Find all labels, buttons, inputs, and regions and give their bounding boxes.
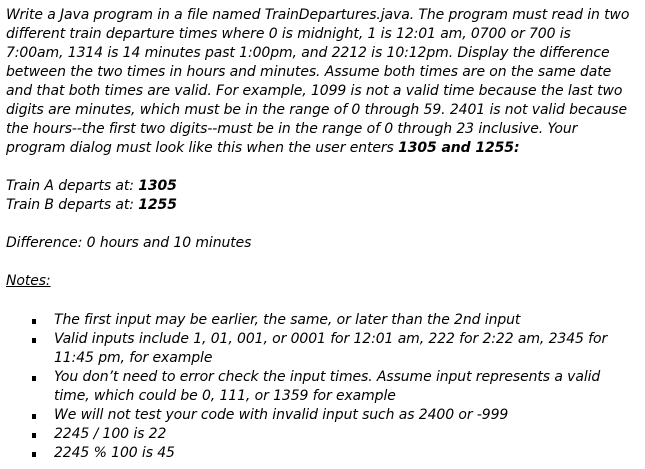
example-input-a: 1305 <box>398 140 437 156</box>
and-text: and <box>436 140 476 156</box>
note-text: You don’t need to error check the input times. Assume input represents a valid time, which could be 0, 111, or 1359 for example <box>54 369 601 404</box>
bullet-icon <box>32 376 36 381</box>
bullet-icon <box>32 319 36 324</box>
list-item <box>0 311 610 330</box>
notes-list <box>0 311 610 463</box>
train-b-label: Train B departs at: <box>6 197 139 213</box>
note-text: Valid inputs include 1, 01, 001, or 0001 for 12:01 am, 222 for 2:22 am, 2345 for 11:45 pm, for example <box>54 331 608 366</box>
dialog-line-train-a <box>6 177 177 196</box>
assignment-description <box>6 6 632 158</box>
example-input-b: 1255 <box>475 140 514 156</box>
bullet-icon <box>32 433 36 438</box>
note-text: We will not test your code with invalid input such as 2400 or -999 <box>54 407 509 423</box>
dialog-line-difference: Difference: 0 hours and 10 minutes <box>6 235 252 251</box>
description-text: Write a Java program in a file named TrainDepartures.java. The program must read in two different train departure times where 0 is midnight, 1 is 12:01 am, 0700 or 700 is 7:00am, 1314 is 14 minutes past 1:00pm, and 2212 is 10:12pm. Display the difference between the two times in hours and minutes. Assume both times are on the same date and that both times are valid. For example, 1099 is not a valid time because the last two digits are minutes, which must be in the range of 0 through 59. 2401 is not valid because the hours--the first two digits--must be in the range of 0 through 23 inclusive. Your program dialog must look like this when the user enters <box>6 7 630 156</box>
notes-heading: Notes: <box>6 273 51 289</box>
note-text: 2245 / 100 is 22 <box>54 426 167 442</box>
list-item <box>0 444 610 463</box>
note-text: 2245 % 100 is 45 <box>54 445 175 461</box>
colon-text: : <box>513 140 520 156</box>
list-item <box>0 425 610 444</box>
dialog-line-train-b <box>6 196 177 215</box>
train-a-value: 1305 <box>138 178 177 194</box>
note-text: The first input may be earlier, the same, or later than the 2nd input <box>54 312 521 328</box>
bullet-icon <box>32 338 36 343</box>
bullet-icon <box>32 452 36 457</box>
bullet-icon <box>32 414 36 419</box>
list-item <box>0 330 610 368</box>
list-item <box>0 406 610 425</box>
list-item <box>0 368 610 406</box>
train-a-label: Train A departs at: <box>6 178 139 194</box>
train-b-value: 1255 <box>138 197 177 213</box>
